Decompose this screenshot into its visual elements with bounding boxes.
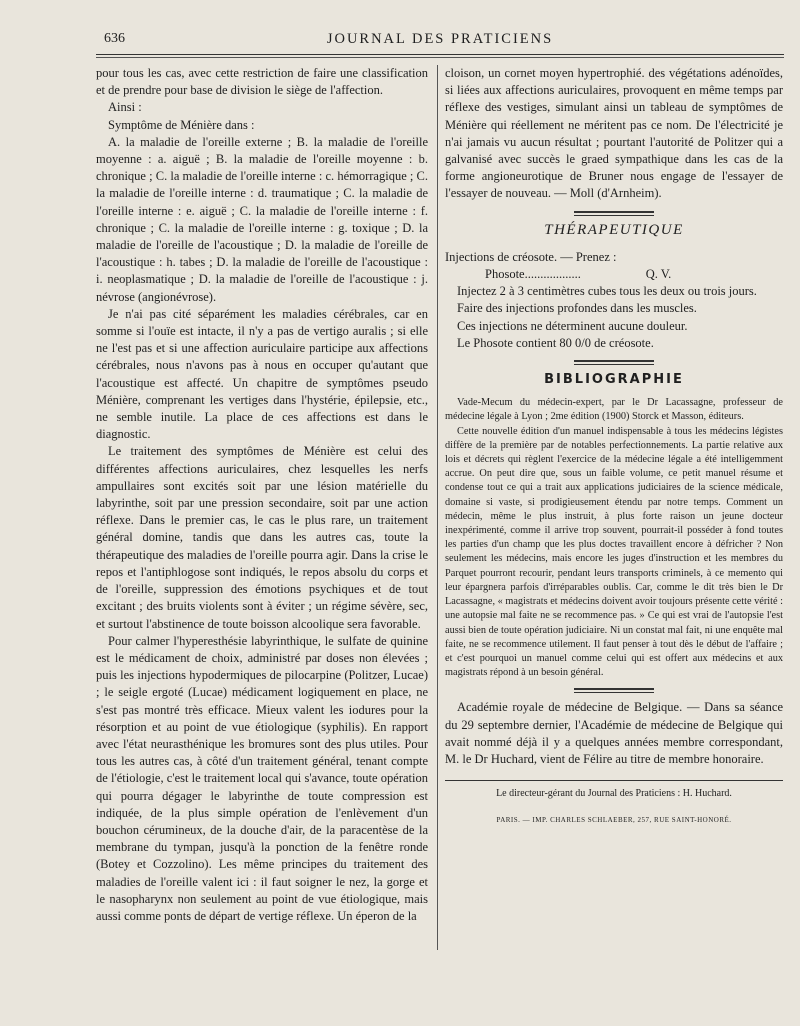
left-paragraph-4: A. la maladie de l'oreille externe ; B. la maladie de l'oreille moyenne : a. aiguë ; B. la maladie de l'oreille moyenne : b. chronique ; C. la maladie de l'oreille interne : c. hémorragique ; C. la maladie de l'oreille interne : d. traumatique ; C. la maladie de l'oreille interne : e. aiguë ; C. la maladie de l'oreille interne : f. chronique ; C. la maladie de l'oreille interne : g. toxique ; D. la maladie de l'oreille de l'acoustique ; D. la maladie de l'oreille de l'acoustique : h. tabes ; D. la maladie de l'oreille de l'acoustique : i. neoplasmatique ; D. la maladie de l'oreille de l'acoustique : j. névrose (angionévrose). bbox=[96, 134, 428, 304]
footer-rule bbox=[445, 780, 783, 781]
right-column bbox=[445, 65, 783, 830]
recipe-qv: Q. V. bbox=[645, 267, 672, 282]
injections-p3: Ces injections ne déterminent aucune douleur. bbox=[457, 318, 688, 333]
left-paragraph-6: Le traitement des symptômes de Ménière est celui des différentes affections auriculaires, chez lesquelles les nerfs ampullaires sont excités soit par une lésion matérielle du labyrinthe, soit par une pression secondaire, soit par une action réflexe. Dans le premier cas, le cas le plus rare, un traitement général domine, tandis que dans les autres cas, toute la thérapeutique des maladies de l'oreille pourra agir. Dans la crise le repos et l'antiphlogose sont indiqués, le repos absolu du corps et de l'oreille, suppression des émotions psychiques et de tout excitant ; des bruits violents sont à éviter ; un régime sévère, sec, et surtout l'abstinence de toute boisson alcoolique sera favorable. bbox=[96, 444, 428, 631]
page-number: 636 bbox=[104, 31, 125, 46]
section-rule bbox=[574, 211, 654, 216]
injections-p4: Le Phosote contient 80 0/0 de créosote. bbox=[457, 335, 654, 350]
running-head bbox=[96, 31, 784, 51]
journal-title: JOURNAL DES PRATICIENS bbox=[326, 31, 554, 47]
biblio-review: Cette nouvelle édition d'un manuel indispensable à tous les médecins légistes diffère de la première par de notables perfectionnements. La partie relative aux lois et décrets qui règlent l'exercice de la médecine légale a été intelligemment accrue. On peut dire que, sous un faible volume, ce petit manuel résume et condense tout ce qui a trait aux applications judiciaires de la science médicale, domaine si vaste, si prodigieusement étendu par notre temps. Comment un médecin, même le plus instruit, à plus forte raison un jeune docteur inexpérimenté, comme il arrive trop souvent, pourrait-il posséder à fond toutes les parties d'un champ que les plus doctes travaillent encore à défricher ? Non seulement les médecins, mais encore les juges d'instruction et les membres du Parquet pourront recourir, pendant leurs transports criminels, à ce memento qui leur épargnera parfois d'irréparables oublis. Car, comme le dit très bien le Dr Lacassagne, « magistrats et médecins doivent avoir toujours présente cette vérité : une autopsie mal faite ne se recommence pas. » Ce qui est vrai de l'autopsie l'est aussi bien de toute opération judiciaire. Ni un constat mal fait, ni une enquête mal faite, ne se recommence utilement. Il faut penser à tout dès le début de l'affaire ; et c'est pourquoi un manuel comme celui qui est offert aux médecins et aux magistrats répond à un besoin général. bbox=[445, 425, 783, 679]
injections-title: Injections de créosote. — Prenez : bbox=[445, 249, 617, 264]
right-paragraph-1: cloison, un cornet moyen hypertrophié. des végétations adénoïdes, si liées aux affections auriculaires, provoquent en même temps par réflexe des vestiges, simulant ainsi un tableau de symptômes de Ménière qui réellement ne méritent pas ce nom. De l'électricité je n'ai jamais vu aucun résultat ; pourtant l'autorité de Politzer qui a galvanisé avec succès le graed sympathique dans les cas de la forme angioneurotique de Bruner nous engage de l'essayer de l'essayer de nouveau. — Moll (d'Arnheim). bbox=[445, 66, 783, 201]
injections-p1: Injectez 2 à 3 centimètres cubes tous les deux ou trois jours. bbox=[457, 284, 757, 299]
left-column bbox=[96, 65, 428, 925]
bibliographie-title: BIBLIOGRAPHIE bbox=[544, 372, 684, 388]
section-rule bbox=[574, 688, 654, 693]
recipe-dots: .................. bbox=[524, 267, 581, 282]
column-separator bbox=[437, 65, 438, 950]
left-paragraph-1: pour tous les cas, avec cette restriction de faire une classification et de prendre pour base de division le siège de l'affection. bbox=[96, 66, 428, 98]
recipe-line bbox=[445, 266, 783, 283]
therapeutique-title: THÉRAPEUTIQUE bbox=[544, 221, 684, 238]
section-rule bbox=[574, 360, 654, 365]
printer-imprint: PARIS. — IMP. CHARLES SCHLAEBER, 257, RUE SAINT-HONORÉ. bbox=[496, 816, 732, 825]
biblio-entry: Vade-Mecum du médecin-expert, par le Dr Lacassagne, professeur de médecine légale à Lyon ; 2me édition (1900) Storck et Masson, éditeurs. bbox=[445, 397, 783, 423]
recipe-item: Phosote bbox=[485, 267, 525, 282]
left-paragraph-3: Symptôme de Ménière dans : bbox=[108, 117, 255, 132]
left-paragraph-2: Ainsi : bbox=[108, 100, 142, 115]
academie-paragraph: Académie royale de médecine de Belgique. — Dans sa séance du 29 septembre dernier, l'Académie de médecine de Belgique qui avait nommé déjà il y a quelques années membre correspondant, M. le Dr Huchard, vient de Félire au titre de membre honoraire. bbox=[445, 700, 783, 766]
header-rule bbox=[96, 54, 784, 55]
header-rule-thin bbox=[96, 57, 784, 58]
injections-p2: Faire des injections profondes dans les muscles. bbox=[457, 301, 697, 316]
left-paragraph-5: Je n'ai pas cité séparément les maladies cérébrales, car en somme si l'ouïe est intacte, il n'y a pas de vertigo auralis ; si elle ne l'est pas et si une affection auriculaire participe aux affections cérébrales, nous n'avons pas à nous en occuper qu'autant que l'acoustique est affecté. Un chapitre de symptômes pseudo Ménière, comprenant les vertiges dans l'hystérie, épilepsie, etc., ne semble inutile. La place de ces affections est dans le diagnostic. bbox=[96, 306, 428, 442]
left-paragraph-7: Pour calmer l'hyperesthésie labyrinthique, le sulfate de quinine est le médicament de choix, administré par doses non élevées ; puis les injections hypodermiques de pilocarpine (Politzer, Lucae) ; le seigle ergoté (Lucae) médicament logiquement en place, ne s'est pas montré très efficace. Mieux valent les iodures pour la résorption et au point de vue étiologique (syphilis). En rapport avec l'état neurasthénique les bromures sont des plus utiles. Pour tous les autres cas, à côté d'un traitement général, tenant compte de l'étiologie, c'est le traitement local qui s'avance, toute opération qui pourra dégager le labyrinthe de toute compression est indiquée, de la plus simple opération de l'enlèvement d'un bouchon cérumineux, de la douche d'air, de la paracentèse de la membrane du tympan, jusqu'à la ponction de la fenêtre ronde (Botey et Cozzolino). Les même principes du traitement des maladies de l'oreille valent ici : il faut soigner le nez, la gorge et le nasopharynx non seulement au point de vue étiologique, mais aussi comme ponts de départ de vertige réflexe. Un éperon de la bbox=[96, 633, 428, 923]
director-signature: Le directeur-gérant du Journal des Praticiens : H. Huchard. bbox=[496, 788, 732, 800]
